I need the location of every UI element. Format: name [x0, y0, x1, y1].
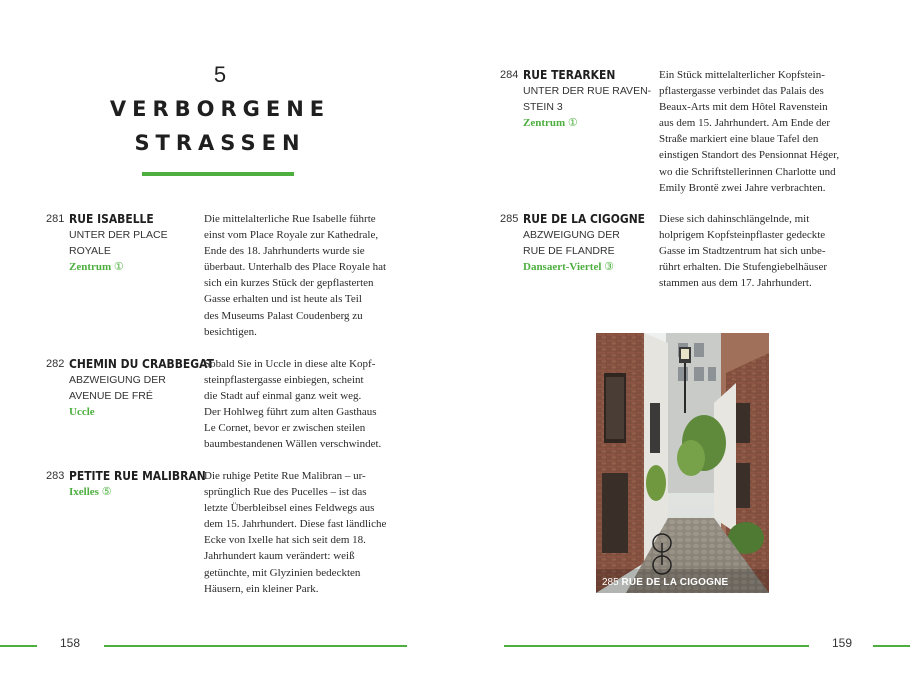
footer-line-left-inner	[104, 645, 407, 647]
entry-street-name: PETITE RUE MALIBRAN	[69, 468, 206, 483]
description-line: einst vom Place Royale zur Kathedrale,	[204, 229, 379, 242]
entry-subtitle-line: STEIN 3	[523, 101, 563, 113]
description-line: rührt erhalten. Die Stufengiebelhäuser	[659, 261, 827, 274]
district-name: Uccle	[69, 406, 95, 418]
entry-district	[69, 484, 209, 500]
entry-street-name: RUE TERARKEN	[523, 67, 616, 82]
cobblestone-alley-image	[596, 333, 769, 593]
chapter-title-line-1: VERBORGENE	[109, 97, 331, 121]
entry-district	[523, 115, 663, 131]
description-line: Jahrhundert kaum verändert: weiß	[204, 550, 355, 563]
entry-description	[204, 468, 386, 597]
description-line: getünchte, mit Glyzinien bedeckten	[204, 566, 361, 579]
entry-subtitle-line: RUE DE FLANDRE	[523, 245, 615, 257]
district-number-icon: ①	[113, 261, 124, 273]
entry-street-name: CHEMIN DU CRABBEGAT	[69, 356, 214, 371]
description-line: Die ruhige Petite Rue Malibran – ur-	[204, 470, 366, 482]
entry-number: 283	[46, 470, 65, 482]
entry-subtitle-line: UNTER DER RUE RAVEN-	[523, 85, 652, 97]
entry-number: 281	[46, 213, 65, 225]
street-photo	[596, 333, 769, 593]
description-line: besichtigen.	[204, 325, 257, 338]
description-line: Gasse erhalten und ist heute als Teil	[204, 293, 362, 306]
description-line: baumbestandenen Wällen verschwindet.	[204, 438, 382, 451]
description-line: Le Cornet, bevor er zwischen steilen	[204, 422, 366, 435]
entry-subtitle-line: ABZWEIGUNG DER	[523, 229, 620, 241]
entry-description	[204, 356, 381, 453]
description-line: stammen aus dem 17. Jahrhundert.	[659, 277, 812, 290]
district-name: Zentrum	[523, 117, 566, 129]
footer-line-right-inner	[504, 645, 809, 647]
description-line: Der Hohlweg führt zum alten Gasthaus	[204, 406, 377, 419]
entry-district	[523, 259, 663, 275]
entry-heading	[69, 356, 214, 420]
description-line: Beaux-Arts mit dem Hôtel Ravenstein	[659, 101, 828, 114]
page-number-right: 159	[832, 636, 853, 650]
page-number-left: 158	[60, 636, 81, 650]
description-line: pflastergasse verbindet das Palais des	[659, 85, 824, 98]
description-line: einstigen Standort des Pensionnat Héger,	[659, 149, 840, 162]
entry-description	[204, 211, 386, 340]
entry-street-name: RUE ISABELLE	[69, 211, 154, 226]
description-line: aus dem 15. Jahrhundert. Am Ende der	[659, 117, 831, 130]
district-number-icon: ③	[604, 261, 615, 273]
description-line: Gasse im Stadtzentrum hat sich unbe-	[659, 245, 826, 258]
description-line: Diese sich dahinschlängelnde, mit	[659, 213, 810, 225]
description-line: sich ein kurzes Stück der gepflasterten	[204, 277, 374, 290]
description-line: die Stadt auf einmal ganz weit weg.	[204, 390, 362, 403]
district-name: Ixelles	[69, 486, 99, 498]
district-name: Zentrum	[69, 261, 112, 273]
description-line: steinpflastergasse einbiegen, scheint	[204, 374, 364, 387]
footer-line-left-outer	[0, 645, 37, 647]
entry-subtitle-line: ABZWEIGUNG DER	[69, 374, 166, 386]
chapter-title	[105, 92, 335, 160]
district-number-icon: ①	[567, 117, 578, 129]
description-line: Ein Stück mittelalterlicher Kopfstein-	[659, 69, 825, 81]
photo-caption	[602, 577, 728, 588]
description-line: Straße markiert eine blaue Tafel den	[659, 133, 819, 146]
entry-number: 282	[46, 358, 65, 370]
description-line: Ecke von Ixelle hat sich seit dem 18.	[204, 534, 366, 547]
description-line: wo die Schriftstellerinnen Charlotte und	[659, 165, 836, 178]
description-line: überbaut. Unterhalb des Place Royale hat	[204, 261, 387, 274]
entry-heading	[523, 211, 663, 275]
description-line: Sobald Sie in Uccle in diese alte Kopf-	[204, 358, 376, 370]
description-line: Emily Brontë zwei Jahre verbrachten.	[659, 181, 826, 194]
entry-heading	[69, 468, 209, 500]
entry-street-name: RUE DE LA CIGOGNE	[523, 211, 646, 226]
entry-description	[659, 67, 839, 196]
district-name: Dansaert-Viertel	[523, 261, 602, 273]
description-line: des Museums Palast Coudenberg zu	[204, 309, 363, 322]
chapter-title-line-2: STRASSEN	[134, 131, 306, 155]
entry-subtitle-line: UNTER DER PLACE ROYALE	[69, 229, 168, 257]
chapter-title-underline	[142, 172, 294, 176]
photo-caption-number: 285	[602, 577, 619, 588]
district-number-icon: ⑤	[101, 486, 112, 498]
chapter-number: 5	[213, 62, 227, 87]
description-line: Die mittelalterliche Rue Isabelle führte	[204, 213, 376, 225]
entry-number: 285	[500, 213, 519, 225]
description-line: Häusern, ein kleiner Park.	[204, 582, 319, 595]
entry-description	[659, 211, 827, 291]
description-line: sprünglich Rue des Pucelles – ist das	[204, 486, 367, 499]
entry-district	[69, 404, 209, 420]
entry-subtitle-line: AVENUE DE FRÉ	[69, 390, 153, 402]
description-line: dem 15. Jahrhundert. Diese fast ländliche	[204, 518, 387, 531]
entry-district	[69, 259, 209, 275]
description-line: Ende des 18. Jahrhunderts wurde sie	[204, 245, 365, 258]
entry-number: 284	[500, 69, 519, 81]
description-line: holprigem Kopfsteinpflaster gedeckte	[659, 229, 826, 242]
photo-caption-name: RUE DE LA CIGOGNE	[621, 577, 729, 588]
entry-heading	[523, 67, 663, 131]
footer-line-right-outer	[873, 645, 910, 647]
entry-heading	[69, 211, 209, 275]
description-line: letzte Überbleibsel eines Feldwegs aus	[204, 502, 375, 515]
